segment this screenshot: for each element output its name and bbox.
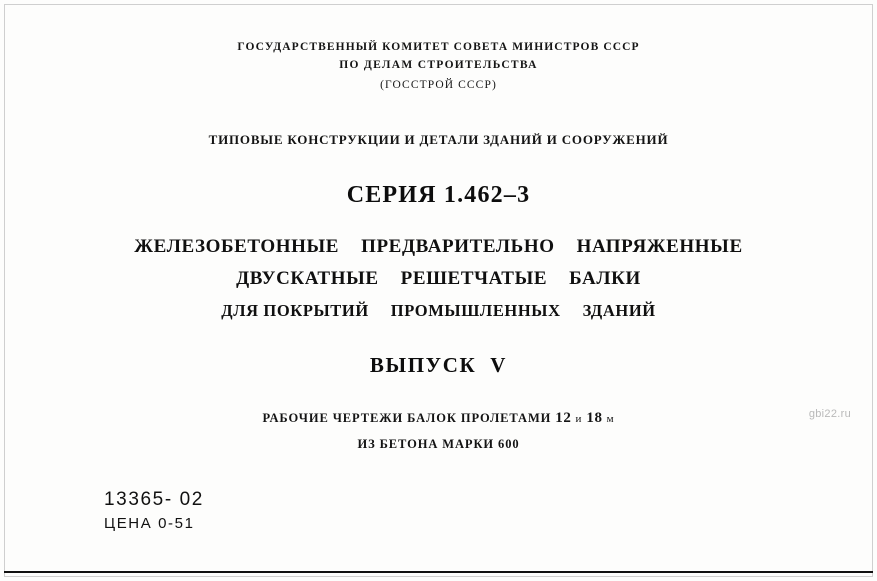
- title-word-2c: БАЛКИ: [569, 268, 641, 289]
- agency-line-2: ПО ДЕЛАМ СТРОИТЕЛЬСТВА: [339, 59, 538, 71]
- span-unit: м: [606, 413, 615, 425]
- scope-note-line-2: ИЗ БЕТОНА МАРКИ 600: [357, 437, 520, 451]
- agency-line-1: ГОСУДАРСТВЕННЫЙ КОМИТЕТ СОВЕТА МИНИСТРОВ СССР: [237, 41, 640, 53]
- issue-label: ВЫПУСК: [369, 353, 477, 377]
- title-word-3c: ЗДАНИЙ: [582, 301, 656, 320]
- title-word-2b: РЕШЕТЧАТЫЕ: [400, 268, 548, 289]
- title-line-1: [0, 231, 877, 263]
- span-value-1: 12: [555, 410, 572, 426]
- document-title-block: [0, 231, 877, 327]
- agency-line-3: (ГОССТРОЙ СССР): [380, 79, 497, 91]
- title-word-3a: ДЛЯ ПОКРЫТИЙ: [221, 301, 369, 320]
- document-price: ЦЕНА 0-51: [104, 515, 195, 532]
- span-conjunction: и: [575, 413, 583, 425]
- issuing-agency-block: [0, 38, 877, 94]
- issue-numeral: V: [490, 353, 508, 377]
- title-word-1a: ЖЕЛЕЗОБЕТОННЫЕ: [134, 236, 340, 257]
- scope-note-line-1: [0, 406, 877, 432]
- scope-note: [0, 406, 877, 457]
- title-word-1c: НАПРЯЖЕННЫЕ: [576, 236, 743, 257]
- title-line-2: [0, 263, 877, 295]
- title-line-3: [0, 295, 877, 327]
- footer-code-block: [104, 489, 204, 532]
- span-value-2: 18: [586, 410, 603, 426]
- watermark: gbi22.ru: [808, 408, 851, 420]
- series-number: СЕРИЯ 1.462–3: [346, 182, 531, 208]
- title-word-3b: ПРОМЫШЛЕННЫХ: [390, 301, 561, 320]
- document-code: 13365- 02: [104, 489, 204, 510]
- issue-block: [0, 353, 877, 378]
- title-word-2a: ДВУСКАТНЫЕ: [236, 268, 379, 289]
- document-subject: ТИПОВЫЕ КОНСТРУКЦИИ И ДЕТАЛИ ЗДАНИЙ И СООРУЖЕНИЙ: [208, 132, 669, 147]
- scope-note-prefix: РАБОЧИЕ ЧЕРТЕЖИ БАЛОК ПРОЛЕТАМИ: [262, 411, 552, 425]
- title-word-1b: ПРЕДВАРИТЕЛЬНО: [361, 236, 555, 257]
- bottom-rule: [4, 571, 873, 573]
